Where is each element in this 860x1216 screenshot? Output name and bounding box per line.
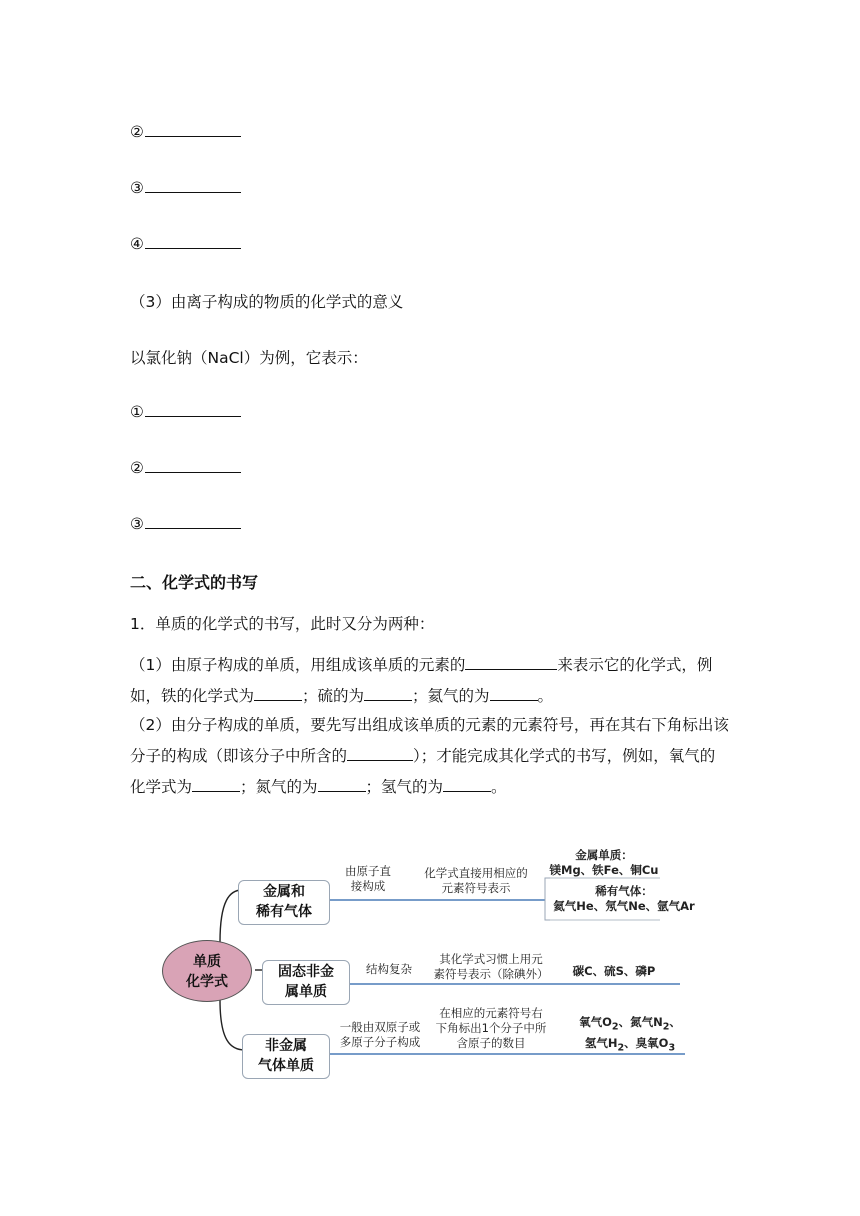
branch1-examples-noble: 稀有气体： 氦气He、氖气Ne、氩气Ar [553, 884, 695, 913]
branch1-cause: 由原子直 接构成 [345, 864, 391, 893]
branch3-cause: 一般由双原子或 多原子分子构成 [339, 1020, 421, 1049]
answer-line-a4: ④ [130, 234, 241, 253]
answer-line-b1: ① [130, 402, 241, 421]
branch-metal-noble-gas: 金属和 稀有气体 [238, 880, 330, 925]
blank [318, 777, 366, 792]
nacl-intro: 以氯化钠（NaCl）为例，它表示： [130, 349, 368, 367]
branch2-cause: 结构复杂 [366, 962, 412, 976]
branch2-rule: 其化学式习惯上用元 素符号表示（除碘外） [433, 952, 549, 981]
answer-line-b2: ② [130, 458, 241, 477]
blank [490, 686, 538, 701]
item1-text: 1．单质的化学式的书写，此时又分为两种： [130, 615, 435, 633]
blank [347, 746, 413, 761]
section-heading: 二、化学式的书写 [130, 573, 259, 592]
branch3-examples: 氧气$O_2$、氮气$N_2$、 氢气$H_2$、臭氧$O_3$ [579, 1015, 681, 1054]
section3-title: （3）由离子构成的物质的化学式的意义 [130, 293, 404, 311]
blank [364, 686, 412, 701]
paragraph-2: （2）由分子构成的单质，要先写出组成该单质的元素的元素符号，再在其右下角标出该分子的构成（即该分子中所含的 ）；才能完成其化学式的书写，例如，氧气的化学式为 ；氮气的为 ；氢气的为 。 [130, 716, 729, 796]
answer-line-a2: ② [130, 122, 241, 141]
blank [465, 655, 557, 670]
paragraph-1: （1）由原子构成的单质，用组成该单质的元素的 来表示它的化学式，例如，铁的化学式为 ；硫的为 ；氦气的为 。 [130, 656, 713, 705]
answer-line-b3: ③ [130, 514, 241, 533]
branch-nonmetal-gas: 非金属 气体单质 [242, 1034, 330, 1079]
blank [254, 686, 302, 701]
answer-line-a3: ③ [130, 178, 241, 197]
branch1-rule: 化学式直接用相应的 元素符号表示 [424, 866, 528, 895]
blank [443, 777, 491, 792]
branch-solid-nonmetal: 固态非金 属单质 [262, 960, 350, 1005]
branch2-examples: 碳C、硫S、磷P [572, 964, 656, 978]
blank [192, 777, 240, 792]
mind-map-diagram [150, 840, 710, 1080]
branch3-rule: 在相应的元素符号右 下角标出1个分子中所 含原子的数目 [435, 1006, 547, 1050]
center-node: 单质 化学式 [162, 940, 252, 1002]
branch1-examples-metal: 金属单质： 镁Mg、铁Fe、铜Cu [549, 848, 659, 877]
